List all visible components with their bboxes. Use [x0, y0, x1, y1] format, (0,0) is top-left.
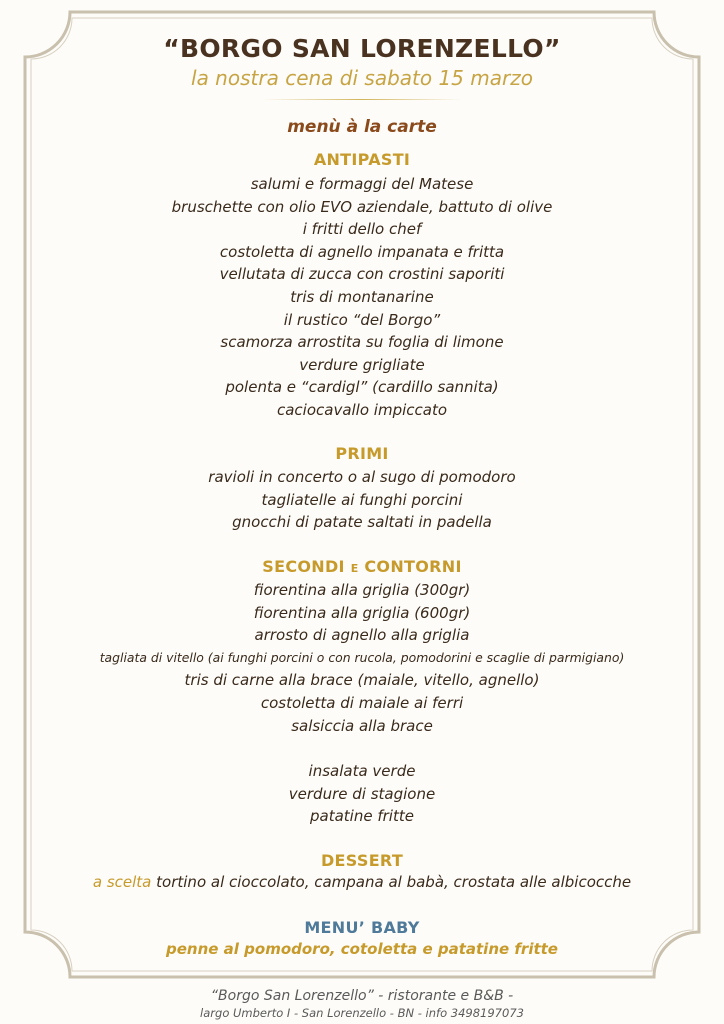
secondi-list — [0, 579, 724, 737]
list-item: tris di montanarine — [290, 287, 434, 306]
dessert-items: tortino al cioccolato, campana al babà, crostata alle albicocche — [156, 873, 632, 891]
list-item: costoletta di agnello impanata e fritta — [219, 242, 505, 261]
list-item: scamorza arrostita su foglia di limone — [220, 333, 504, 352]
list-item: tagliatelle ai funghi porcini — [261, 490, 463, 509]
title-divider — [262, 99, 462, 100]
contorni-list — [0, 760, 724, 828]
baby-menu-items: penne al pomodoro, cotoletta e patatine fritte — [166, 940, 558, 958]
list-item: vellutata di zucca con crostini saporiti — [219, 265, 505, 284]
contorni-heading-part: CONTORNI — [364, 557, 462, 576]
list-item: fiorentina alla griglia (600gr) — [253, 603, 471, 622]
footer-restaurant-name: “Borgo San Lorenzello” - ristorante e B&B - — [210, 988, 514, 1004]
menu-type-label: menù à la carte — [287, 117, 437, 137]
list-item: costoletta di maiale ai ferri — [260, 693, 464, 712]
list-item: gnocchi di patate saltati in padella — [232, 513, 492, 532]
antipasti-list — [0, 173, 724, 422]
list-item: caciocavallo impiccato — [276, 400, 448, 419]
list-item: verdure di stagione — [288, 784, 436, 803]
list-item: il rustico “del Borgo” — [283, 310, 441, 329]
list-item: verdure grigliate — [299, 355, 425, 374]
dessert-choice-label: a scelta — [92, 873, 152, 891]
primi-heading: PRIMI — [335, 444, 389, 463]
list-item: polenta e “cardigl” (cardillo sannita) — [225, 378, 499, 397]
baby-menu-heading: MENU’ BABY — [304, 918, 420, 937]
list-item: salumi e formaggi del Matese — [250, 175, 474, 193]
list-item: bruschette con olio EVO aziendale, battuto di olive — [171, 197, 553, 216]
dessert-heading: DESSERT — [320, 851, 404, 870]
primi-list — [0, 466, 724, 534]
list-item: insalata verde — [308, 762, 416, 780]
list-item: salsiccia alla brace — [291, 716, 433, 735]
list-item: fiorentina alla griglia (300gr) — [253, 581, 471, 599]
secondi-heading — [0, 557, 724, 576]
dessert-line — [0, 873, 724, 891]
list-item: i fritti dello chef — [302, 220, 422, 239]
list-item: tagliata di vitello (ai funghi porcini o con rucola, pomodorini e scaglie di parmigiano) — [99, 649, 625, 665]
list-item: patatine fritte — [310, 807, 414, 826]
list-item: tris di carne alla brace (maiale, vitello, agnello) — [184, 671, 540, 690]
event-subtitle: la nostra cena di sabato 15 marzo — [191, 66, 533, 90]
secondi-heading-conjunction: E — [350, 562, 359, 575]
list-item: arrosto di agnello alla griglia — [254, 626, 470, 645]
restaurant-title: “BORGO SAN LORENZELLO” — [163, 34, 561, 63]
secondi-heading-part: SECONDI — [262, 557, 345, 576]
list-item: ravioli in concerto o al sugo di pomodoro — [208, 468, 516, 486]
footer-address: largo Umberto I - San Lorenzello - BN - info 3498197073 — [200, 1006, 524, 1020]
antipasti-heading: ANTIPASTI — [313, 150, 411, 169]
